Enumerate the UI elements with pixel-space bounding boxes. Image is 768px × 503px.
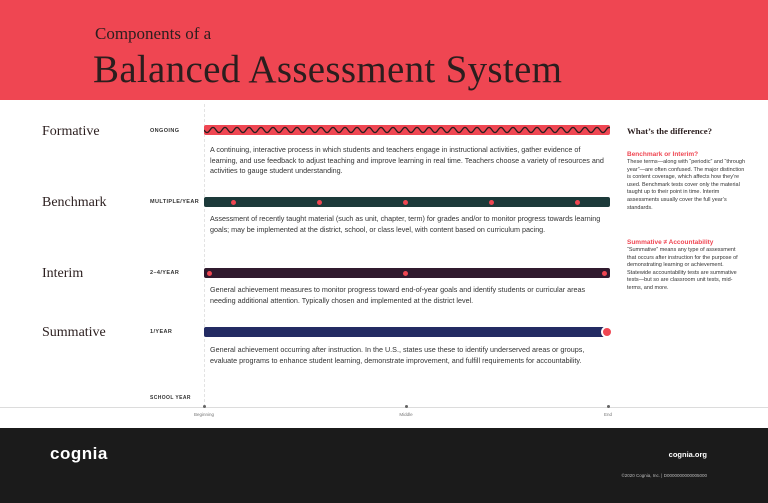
sidebar-heading-summative-accountability: Summative ≠ Accountability [627,239,714,246]
timeline-tick-middle: Middle [399,412,413,417]
footer [0,428,768,503]
benchmark-label: Benchmark [42,195,107,210]
benchmark-marker [489,200,494,205]
timeline-tick-end: End [603,412,613,417]
summative-description: General achievement occurring after instruction. In the U.S., states use these to identify underserved areas or groups, evaluate programs to enhance student learning, demonstrate improvement, and fulfill requirements for accountability. [210,345,585,365]
interim-marker [207,271,212,276]
footer-copyright: ©2020 Cognia, Inc. | D0000000000005000 [621,473,707,478]
formative-label: Formative [42,124,100,139]
timeline-tick [405,405,408,408]
summative-end-marker [601,326,613,338]
header-banner [0,0,768,100]
benchmark-marker [317,200,322,205]
benchmark-description: Assessment of recently taught material (such as unit, chapter, term) for grades and/or to monitor progress towards learning goals; may be implemented at the district, school, or class level, with content based on curriculum pacing. [210,214,601,234]
cognia-logo: cognia [50,444,108,463]
formative-wave-path [204,127,610,132]
beginning-guide-line [204,104,205,407]
interim-description: General achievement measures to monitor progress toward end-of-year goals and identify students or curricular areas needing additional attention. Typically chosen and implemented at the district level. [210,285,586,305]
timeline-tick-beginning: Beginning [193,412,215,417]
benchmark-bar [204,197,610,207]
benchmark-marker [575,200,580,205]
formative-bar [204,125,610,135]
interim-marker [602,271,607,276]
header-title: Balanced Assessment System [93,48,563,91]
interim-bar [204,268,610,278]
formative-frequency: ONGOING [150,128,180,134]
benchmark-marker [231,200,236,205]
footer-url[interactable]: cognia.org [668,450,707,459]
sidebar-title: What’s the difference? [627,126,713,136]
interim-marker [403,271,408,276]
sidebar-text-benchmark-interim: These terms—along with “periodic” and “through year”—are often confused. The major distinction is content coverage, which affects how they’re used. Benchmark tests cover only the material taught up to their point in time. Interim assessments usually cover the full year’s standards. [627,159,746,211]
sidebar-heading-benchmark-interim: Benchmark or Interim? [627,151,699,158]
sidebar-text-summative-accountability: “Summative” means any type of assessment that occurs after instruction for the purpose of demonstrating learning or achievement. Statewide accountability tests are summative tests—but so are classroom unit tests, mid-terms, and more. [627,247,738,291]
interim-frequency: 2–4/YEAR [150,270,180,276]
header-subtitle: Components of a [95,24,212,43]
school-year-label: SCHOOL YEAR [150,395,191,401]
formative-description: A continuing, interactive process in which students and teachers engage in instructional activities, gather evidence of learning, and use feedback to adjust teaching and improve learning in real time. Teachers choose a variety of resources and activities to gauge student understanding. [210,145,604,175]
benchmark-frequency: MULTIPLE/YEAR [150,199,200,205]
benchmark-marker [403,200,408,205]
summative-bar [204,327,610,337]
timeline-axis [0,407,768,408]
interim-label: Interim [42,266,84,281]
timeline-tick [203,405,206,408]
timeline-tick [607,405,610,408]
summative-label: Summative [42,325,106,340]
formative-wave [204,125,610,135]
summative-frequency: 1/YEAR [150,329,173,335]
